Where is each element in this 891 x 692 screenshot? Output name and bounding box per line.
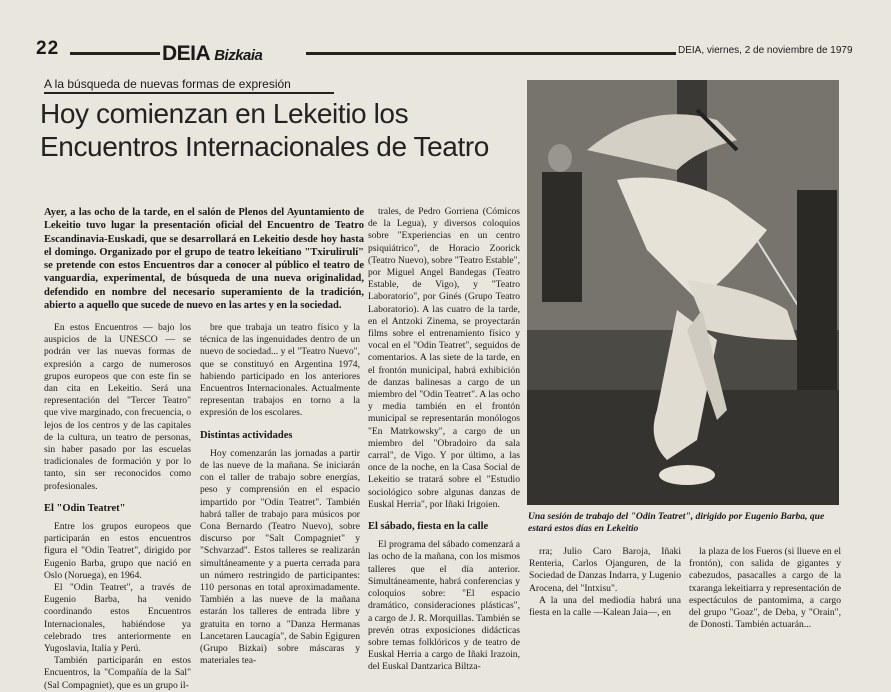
subhead-odin: El "Odin Teatret": [44, 502, 126, 514]
header-rule-left: [70, 52, 160, 55]
masthead-title: DEIA: [162, 42, 211, 65]
subhead-distintas: Distintas actividades: [200, 429, 293, 441]
paragraph: bre que trabaja un teatro físico y la técnica de las ingenuidades dentro de un nuevo de sociedad... y el "Teatro Nuevo", que se constituyó en Argentina 1974, habiendo participado en los anteriores Encuentros Internacionales. Actualmente representan trabajos en torno a la expresión de los escolares.: [200, 322, 360, 419]
column-3: [368, 206, 520, 673]
dateline: DEIA, viernes, 2 de noviembre de 1979: [678, 45, 853, 56]
column-4: [529, 546, 681, 619]
photo-illustration: [527, 80, 839, 505]
subhead-sabado: El sábado, fiesta en la calle: [368, 521, 489, 533]
lead-paragraph: Ayer, a las ocho de la tarde, en el salón de Plenos del Ayuntamiento de Lekeitio tuvo lugar la presentación oficial del Encuentro de Teatro Escandinavia-Euskadi, que se desarrollará en Lekeitio desde hoy hasta el domingo. Organizado por el grupo de teatro lekeitiano "Txirulirulí" se pretende con estos Encuentros dar a conocer al público el teatro de vanguardia, experimental, de búsqueda de una nueva originalidad, defendido en nombre del necesario superamiento de la tradición, abierto a aquello que sucede de nuevo en las artes y en la sociedad.: [44, 207, 364, 312]
page-number: 22: [36, 38, 60, 59]
column-5: [689, 546, 841, 631]
kicker: A la búsqueda de nuevas formas de expresión: [44, 77, 334, 94]
paragraph: Hoy comenzarán las jornadas a partir de las nueve de la mañana. Se iniciarán con el taller de trabajo sobre energías, peso y comprensión en el espacio impartido por "Odin Teatret". También habrá taller de trabajo para músicos por Cona Bernardo (Teatro Nuevo), sobre discurso por "Salt Compagniet" y "Schvarzad". Estos talleres se realizarán simultáneamente y a puerta cerrada para un número restringido de participantes: 110 personas en total aproximadamente. También a las nueve de la mañana estarán los talleres de entrada libre y gratuita en torno a "Danza Hermanas Lancetaren Laucagía", de Sabin Egiguren (Grupo Bizkai) sobre máscaras y materiales tea-: [200, 447, 360, 667]
column-2: [200, 322, 360, 667]
paragraph: El "Odin Teatret", a través de Eugenio Barba, ha venido coordinando estos Encuentros Internacionales, habiéndose ya celebrado tres anteriormente en Yugoslavia, Italia y Perú.: [44, 582, 191, 655]
paragraph: rra; Julio Caro Baroja, Iñaki Renteria, Carlos Ojanguren, de la Sociedad de Danzas Indarra, y Lugenio Arocena, del "Intxisu".: [529, 546, 681, 594]
paragraph: También participarán en estos Encuentros, la "Compañía de la Sal" (Sal Compagniet), que es un grupo il-: [44, 655, 191, 691]
photo-odin-teatret: [527, 80, 839, 505]
masthead-subtitle: Bizkaia: [214, 47, 263, 64]
paragraph: En estos Encuentros — bajo los auspicios de la UNESCO — se podrán ver las nuevas formas de expresión a cargo de numerosos grupos europeos que con este fin se dan cita en Lekeitio. Será una representación del "Tercer Teatro" que vive marginado, con frecuencia, o lejos de los centros y de las capitales de la cultura, un teatro de personas, sin haber pasado por las escuelas tradicionales de formación y por lo tanto, sin ser reconocidos como profesionales.: [44, 322, 191, 492]
masthead: [162, 42, 262, 66]
headline: Hoy comienzan en Lekeitio los Encuentros Internacionales de Teatro: [40, 98, 489, 162]
paragraph: El programa del sábado comenzará a las ocho de la mañana, con los mismos talleres que el día anterior. Simultáneamente, habrá conferencias y coloquios sobre: "El espacio dramático, consideraciones plásticas", a cargo de J. R. Morquillas. También se prevén otras exposiciones didácticas sobre temas folklóricos y de teatro de Euskal Herria a cargo de Iñaki Irazoin, del Euskal Dantzarica Biltza-: [368, 539, 520, 673]
header-rule-right: [306, 52, 676, 55]
paragraph: Entre los grupos europeos que participarán en estos encuentros figura el "Odin Teatret", dirigido por Eugenio Barba, grupo que nació en Oslo (Noruega), en 1964.: [44, 521, 191, 581]
paragraph: trales, de Pedro Gorriena (Cómicos de la Legua), y diversos coloquios sobre "Experiencias en un centro psiquiátrico", de Horacio Zoorick (Teatro Nuevo), sobre "Teatro Estable", por Miguel Angel Bandegas (Teatro Estable, de Vigo), y "Teatro Laboratorio", por Ginés (Grupo Teatro Laboratorio). A las cuatro de la tarde, en el Antzoki Zinema, se proyectarán films sobre el entrenamiento físico y vocal en el "Odin Teatret", seguidos de comentarios. A las siete de la tarde, en el frontón municipal, habrá exhibición de danzas balinesas a cargo de un miembro del "Odin Teatret". A las ocho y media también en el frontón municipal se representarán monólogos "En Matrkowsky", a cargo de un miembro del "Obradoiro da sala carral", de Vigo. Y por último, a las once de la noche, en la Casa Social de Lekeitio se tratará sobre el "Estudio sociológico sobre algunas danzas de Euskal Herria", por Iñaki Irigoien.: [368, 206, 520, 510]
paragraph: la plaza de los Fueros (si llueve en el frontón), con salida de gigantes y cabezudos, pasacalles a cargo de la txaranga lekeitiarra y representación de espectáculos de pantomima, a cargo del grupo "Goaz", de Deba, y "Orain", de Donosti. También actuarán...: [689, 546, 841, 631]
paragraph: A la una del mediodía habrá una fiesta en la calle —Kalean Jaia—, en: [529, 594, 681, 619]
photo-caption: Una sesión de trabajo del "Odin Teatret", dirigido por Eugenio Barba, que estará estos días en Lekeitio: [528, 511, 825, 534]
column-1: [44, 322, 191, 692]
